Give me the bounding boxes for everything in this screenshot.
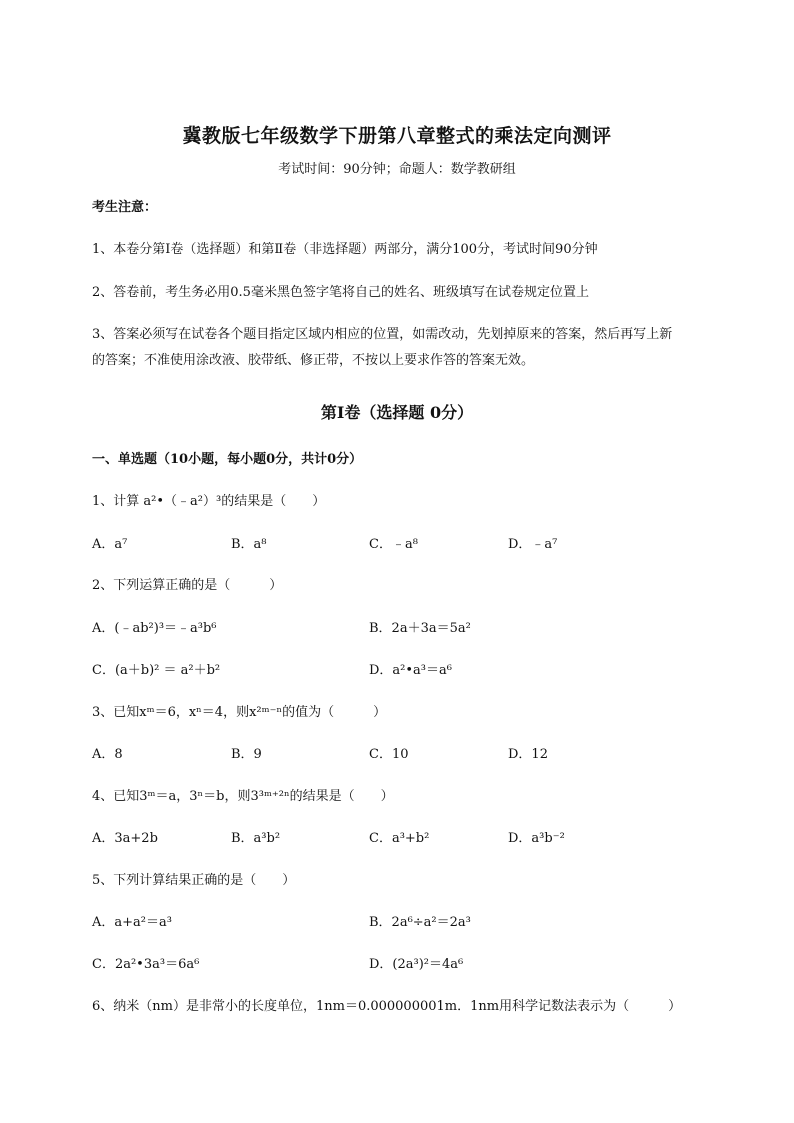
section-title: 第I卷（选择题 0分） xyxy=(320,403,474,422)
notice-item: 3、答案必须写在试卷各个题目指定区域内相应的位置，如需改动，先划掉原来的答案，然后再写上新 xyxy=(92,327,673,342)
option-d: D．(2a³)²＝4a⁶ xyxy=(369,957,464,972)
document-title: 冀教版七年级数学下册第八章整式的乘法定向测评 xyxy=(182,125,612,147)
option-d: D．a³b⁻² xyxy=(508,831,565,846)
option-c: C．﹣a⁸ xyxy=(369,537,418,552)
option-a: A．8 xyxy=(92,747,123,762)
option-b: B．a³b² xyxy=(231,831,281,846)
option-a: A．3a+2b xyxy=(92,831,158,846)
notice-item-continued: 的答案；不准使用涂改液、胶带纸、修正带，不按以上要求作答的答案无效。 xyxy=(92,353,535,368)
option-b: B．9 xyxy=(231,747,262,762)
option-b: B．a⁸ xyxy=(231,537,267,552)
exam-info: 考试时间：90分钟；命题人：数学教研组 xyxy=(278,162,516,177)
option-c: C．2a²•3a³＝6a⁶ xyxy=(92,957,200,972)
option-d: D．﹣a⁷ xyxy=(508,537,558,552)
question-stem: 4、已知3ᵐ＝a，3ⁿ＝b，则3³ᵐ⁺²ⁿ的结果是（ ） xyxy=(92,789,394,804)
option-a: A．a⁷ xyxy=(92,537,128,552)
option-a: A．(﹣ab²)³＝﹣a³b⁶ xyxy=(92,621,217,636)
notice-item: 2、答卷前，考生务必用0.5毫米黑色签字笔将自己的姓名、班级填写在试卷规定位置上 xyxy=(92,285,589,300)
option-c: C．a³+b² xyxy=(369,831,430,846)
option-b: B．2a⁶÷a²＝2a³ xyxy=(369,915,471,930)
question-stem: 5、下列计算结果正确的是（ ） xyxy=(92,873,296,888)
question-stem: 6、纳米（nm）是非常小的长度单位，1nm＝0.000000001m．1nm用科学记数法表示为（ ） xyxy=(92,999,682,1014)
question-stem: 1、计算 a²•（﹣a²）³的结果是（ ） xyxy=(92,494,326,509)
option-d: D．12 xyxy=(508,747,548,762)
option-a: A．a+a²＝a³ xyxy=(92,915,172,930)
option-d: D．a²•a³＝a⁶ xyxy=(369,663,452,678)
part-heading: 一、单选题（10小题，每小题0分，共计0分） xyxy=(92,452,363,467)
notice-heading: 考生注意： xyxy=(92,200,158,215)
question-stem: 3、已知xᵐ＝6，xⁿ＝4，则x²ᵐ⁻ⁿ的值为（ ） xyxy=(92,705,387,720)
option-c: C．(a＋b)² ＝ a²＋b² xyxy=(92,663,221,678)
option-b: B．2a＋3a＝5a² xyxy=(369,621,471,636)
question-stem: 2、下列运算正确的是（ ） xyxy=(92,578,283,593)
option-c: C．10 xyxy=(369,747,409,762)
notice-item: 1、本卷分第I卷（选择题）和第Ⅱ卷（非选择题）两部分，满分100分，考试时间90分钟 xyxy=(92,242,598,257)
